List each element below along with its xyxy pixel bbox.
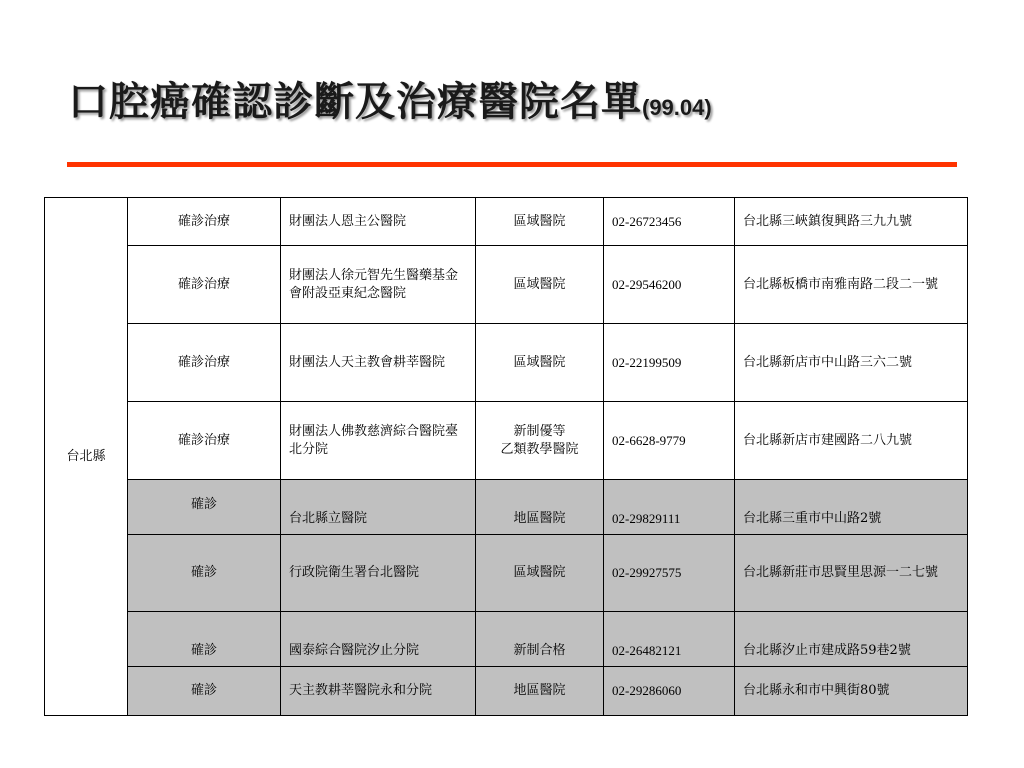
phone-cell: 02-29927575 [604, 535, 735, 612]
table-row [45, 480, 968, 535]
level-cell: 區域醫院 [476, 535, 604, 612]
level-cell: 新制優等 乙類教學醫院 [476, 402, 604, 480]
table-row [45, 612, 968, 667]
level-cell: 地區醫院 [476, 667, 604, 716]
hospital-table [44, 197, 968, 716]
hospital-name-cell: 天主教耕莘醫院永和分院 [281, 667, 476, 716]
table-row [45, 667, 968, 716]
phone-cell: 02-29829111 [604, 480, 735, 535]
table-row [45, 402, 968, 480]
service-cell: 確診 [128, 612, 281, 667]
phone-cell: 02-29286060 [604, 667, 735, 716]
level-cell: 新制合格 [476, 612, 604, 667]
hospital-name-cell: 國泰綜合醫院汐止分院 [281, 612, 476, 667]
county-cell: 台北縣 [45, 198, 128, 716]
hospital-name-cell: 財團法人佛教慈濟綜合醫院臺北分院 [281, 402, 476, 480]
phone-cell: 02-22199509 [604, 324, 735, 402]
phone-cell: 02-26723456 [604, 198, 735, 246]
hospital-name-cell: 財團法人徐元智先生醫藥基金會附設亞東紀念醫院 [281, 246, 476, 324]
phone-cell: 02-6628-9779 [604, 402, 735, 480]
hospital-name-cell: 財團法人恩主公醫院 [281, 198, 476, 246]
level-cell: 區域醫院 [476, 198, 604, 246]
level-cell: 區域醫院 [476, 324, 604, 402]
address-cell: 台北縣永和市中興街80號 [735, 667, 968, 716]
level-cell: 地區醫院 [476, 480, 604, 535]
address-cell: 台北縣新莊市思賢里思源一二七號 [735, 535, 968, 612]
hospital-name-cell: 財團法人天主教會耕莘醫院 [281, 324, 476, 402]
phone-cell: 02-26482121 [604, 612, 735, 667]
address-cell: 台北縣新店市中山路三六二號 [735, 324, 968, 402]
title-text: 口腔癌確認診斷及治療醫院名單 [68, 78, 642, 125]
service-cell: 確診 [128, 667, 281, 716]
page-title [68, 72, 988, 138]
service-cell: 確診治療 [128, 324, 281, 402]
service-cell: 確診 [128, 535, 281, 612]
table-row [45, 246, 968, 324]
title-underline [67, 162, 957, 167]
service-cell: 確診 [128, 480, 281, 535]
address-cell: 台北縣三峽鎮復興路三九九號 [735, 198, 968, 246]
service-cell: 確診治療 [128, 246, 281, 324]
address-cell: 台北縣三重市中山路2號 [735, 480, 968, 535]
phone-cell: 02-29546200 [604, 246, 735, 324]
address-cell: 台北縣汐止市建成路59巷2號 [735, 612, 968, 667]
service-cell: 確診治療 [128, 198, 281, 246]
level-cell: 區域醫院 [476, 246, 604, 324]
table-row [45, 324, 968, 402]
title-date: (99.04) [642, 95, 712, 120]
address-cell: 台北縣新店市建國路二八九號 [735, 402, 968, 480]
hospital-name-cell: 台北縣立醫院 [281, 480, 476, 535]
table-row [45, 198, 968, 246]
hospital-name-cell: 行政院衛生署台北醫院 [281, 535, 476, 612]
address-cell: 台北縣板橋市南雅南路二段二一號 [735, 246, 968, 324]
table-row [45, 535, 968, 612]
service-cell: 確診治療 [128, 402, 281, 480]
